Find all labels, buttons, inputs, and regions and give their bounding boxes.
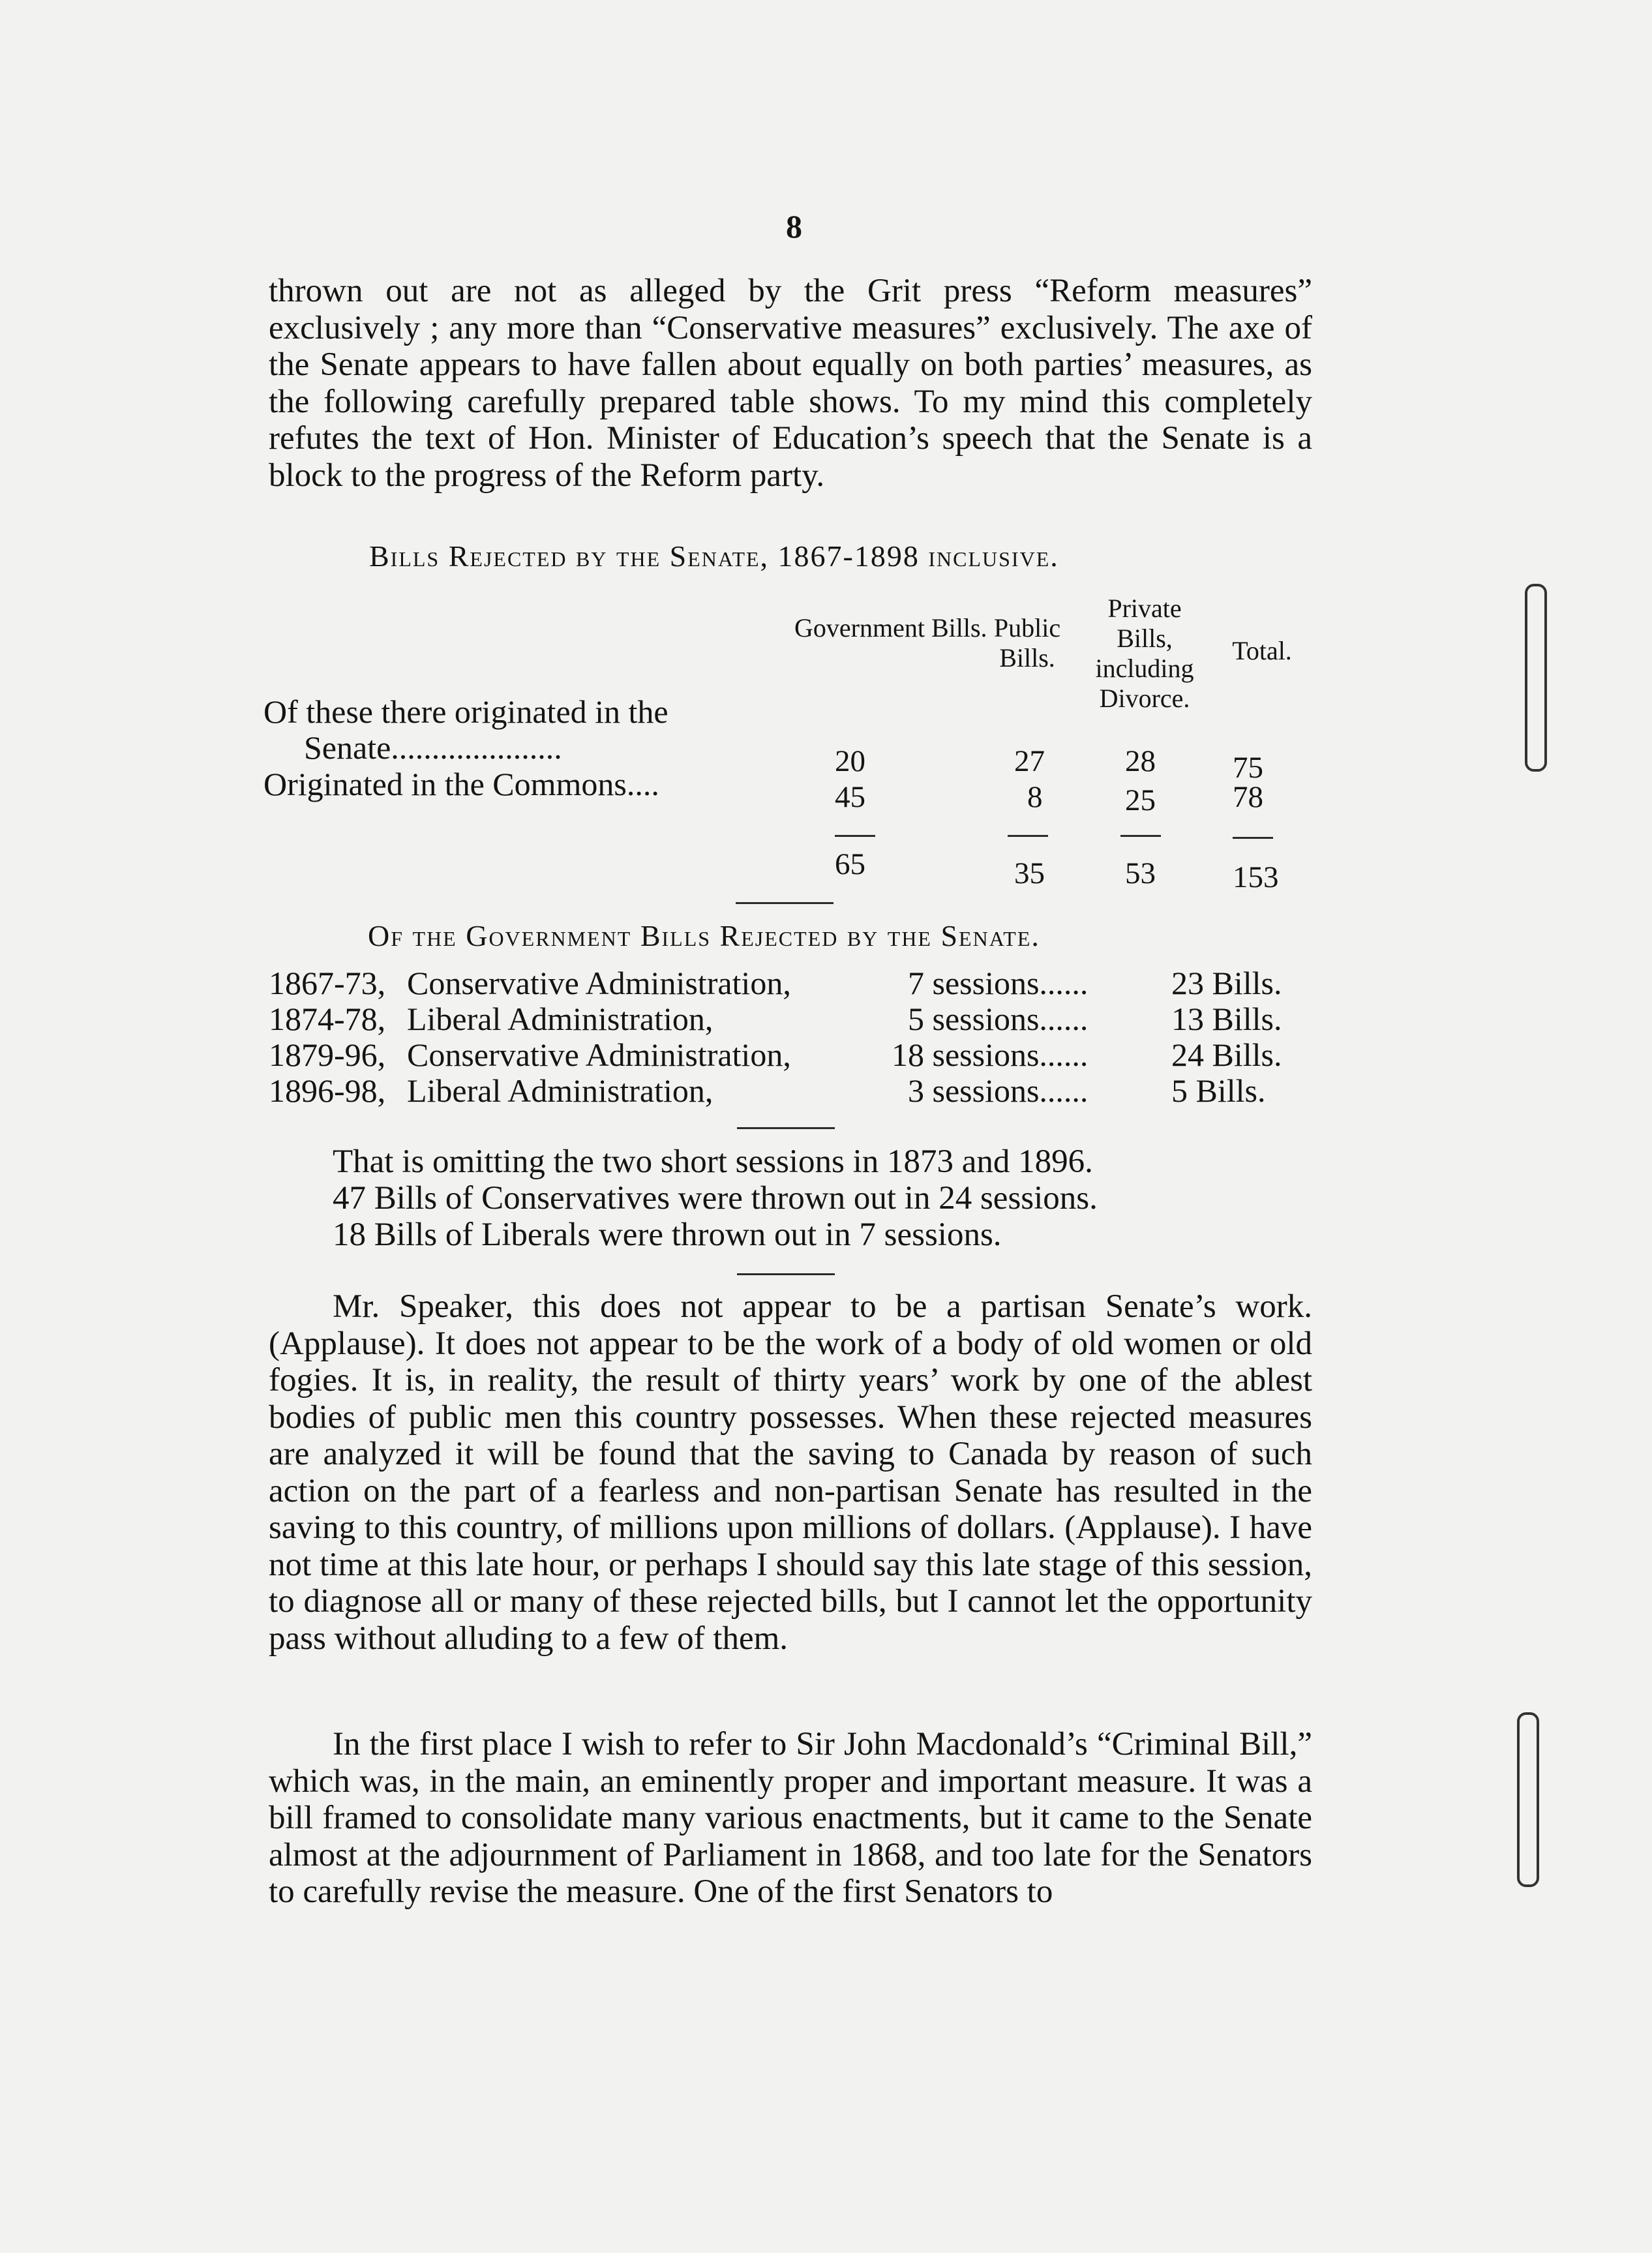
row-label-senate: Senate..................... (304, 729, 562, 766)
row-administration: Liberal Administration, (407, 1001, 713, 1037)
table-intro: Of these there originated in the (263, 693, 668, 730)
paragraph-2: Mr. Speaker, this does not appear to be a partisan Senate’s work. (Applause). It does not appear to be the work of a body of old women or old fogies. It is, in reality, the result of thirty years’ work by one of the ablest bodies of public men this country possesses. When these rejected measures are analyzed it will be found that the saving to Canada by reason of such action on the part of a fearless and non-partisan Senate has resulted in the saving to this country, of millions upon millions of dollars. (Applause). I have not time at this late hour, or perhaps I should say this late stage of this session, to diagnose all or many of these rejected bills, but I cannot let the opportunity pass without alluding to a few of them. (269, 1288, 1312, 1657)
column-header-private: Private Bills, including Divorce. (1095, 594, 1194, 713)
row-years: 1867-73, (269, 965, 386, 1001)
row-bills: 24 Bills. (1171, 1036, 1282, 1073)
column-header-government: Government Bills. (794, 613, 987, 643)
row-bills: 13 Bills. (1171, 1001, 1282, 1037)
paragraph-1: thrown out are not as alleged by the Grit press “Reform measures” exclusively ; any more than “Conservative measures” exclusively. The axe of the Senate appears to have fallen about equally on both parties’ measures, as the following carefully prepared table shows. To my mind this completely refutes the text of Hon. Minister of Education’s speech that the Senate is a block to the progress of the Reform party. (269, 273, 1312, 494)
note-line: 18 Bills of Liberals were thrown out in 7 sessions. (333, 1217, 1002, 1253)
table-2-heading: Of the Government Bills Rejected by the Senate. (368, 919, 1040, 952)
row-administration: Conservative Administration, (407, 1036, 791, 1073)
sum-rule-government (835, 835, 875, 837)
cell-commons-public: 8 (1027, 780, 1043, 814)
column-header-public: Public Bills. (993, 613, 1061, 673)
row-sessions: 3 sessions...... (908, 1072, 1089, 1109)
section-divider (736, 902, 834, 904)
section-divider (737, 1273, 835, 1275)
row-bills: 5 Bills. (1171, 1072, 1266, 1109)
binding-clip-mark (1525, 584, 1547, 772)
cell-senate-public: 27 (1014, 744, 1045, 778)
row-years: 1879-96, (269, 1036, 386, 1073)
total-government: 65 (835, 847, 865, 881)
cell-senate-private: 28 (1125, 744, 1156, 778)
total-public: 35 (1014, 856, 1045, 890)
row-bills: 23 Bills. (1171, 965, 1282, 1001)
total-total: 153 (1233, 860, 1279, 894)
sum-rule-public (1008, 835, 1048, 837)
paragraph-3: In the first place I wish to refer to Sir John Macdonald’s “Criminal Bill,” which was, in the main, an eminently proper and important measure. It was a bill framed to consolidate many various enactments, but it came to the Senate almost at the adjournment of Parliament in 1868, and too late for the Senators to carefully revise the measure. One of the first Senators to (269, 1726, 1312, 1910)
cell-commons-private: 25 (1125, 783, 1156, 817)
row-administration: Liberal Administration, (407, 1072, 713, 1109)
cell-commons-total: 78 (1233, 780, 1263, 814)
row-sessions: 7 sessions...... (908, 965, 1089, 1001)
cell-senate-government: 20 (835, 744, 865, 778)
note-line: That is omitting the two short sessions in 1873 and 1896. (333, 1143, 1093, 1180)
page-number: 8 (786, 208, 802, 245)
table-1-heading: Bills Rejected by the Senate, 1867-1898 inclusive. (369, 539, 1059, 573)
row-years: 1874-78, (269, 1001, 386, 1037)
column-header-total: Total. (1232, 636, 1292, 665)
row-years: 1896-98, (269, 1072, 386, 1109)
total-private: 53 (1125, 856, 1156, 890)
sum-rule-total (1233, 837, 1273, 839)
row-administration: Conservative Administration, (407, 965, 791, 1001)
section-divider (737, 1127, 835, 1129)
sum-rule-private (1120, 835, 1161, 837)
cell-commons-government: 45 (835, 780, 865, 814)
note-line: 47 Bills of Conservatives were thrown out in 24 sessions. (333, 1180, 1098, 1217)
row-sessions: 18 sessions...... (892, 1036, 1089, 1073)
binding-clip-mark (1517, 1712, 1539, 1887)
row-label-commons: Originated in the Commons.... (263, 766, 659, 802)
row-sessions: 5 sessions...... (908, 1001, 1089, 1037)
cell-senate-total: 75 (1233, 751, 1263, 785)
